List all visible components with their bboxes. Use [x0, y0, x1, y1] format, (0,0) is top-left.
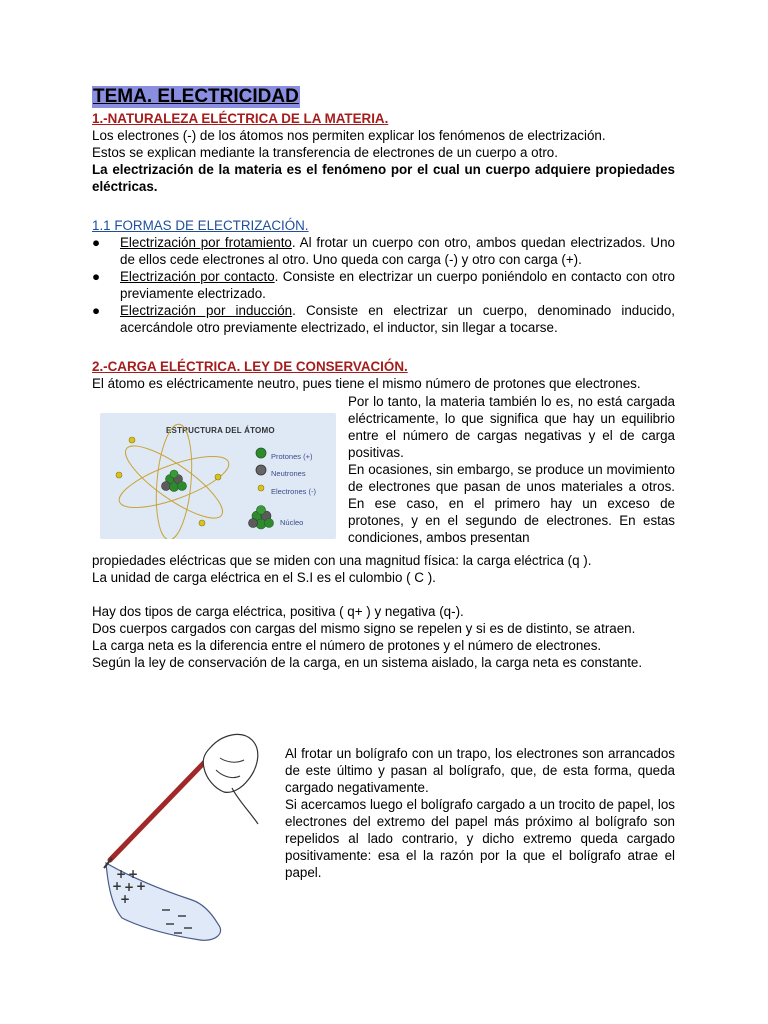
bullet-text: . Consiste en electrizar un cuerpo poniéndolo en contacto con otro previamente electrizado.: [120, 269, 675, 301]
section2-wrap1: Por lo tanto, la materia también lo es, no está cargada eléctricamente, lo que significa que hay un equilibrio entre el número de cargas negativas y el de carga positivas.: [348, 394, 675, 460]
section2-unit: La unidad de carga eléctrica en el S.I es el culombio ( C ).: [92, 570, 436, 585]
legend-nucleus-icon: [249, 506, 274, 530]
bullet-text: . Al frotar un cuerpo con otro, ambos quedan electrizados. Uno de ellos cede electrones al otro. Uno queda con carga (-) y otro con carga (+).: [120, 235, 675, 267]
svg-text:+: +: [124, 880, 135, 894]
bullet-text: . Consiste en electrizar un cuerpo, denominado inducido, acercándole otro previamente electrizado, el inductor, sin llegar a tocarse.: [120, 303, 675, 335]
bullet-contacto: [92, 268, 675, 302]
bullet-dot: ●: [92, 235, 101, 250]
section2-cont: propiedades eléctricas que se miden con una magnitud física: la carga eléctrica (q ).: [92, 553, 592, 568]
section-naturaleza: [92, 110, 675, 195]
section2-wrap2: En ocasiones, sin embargo, se produce un movimiento de electrones que pasan de unos materiales a otros. En ese caso, en el primero hay un exceso de protones, y en el segundo de electrones. En estas condiciones, ambos presentan: [348, 462, 675, 545]
bullet-term: Electrización por inducción: [120, 303, 293, 318]
legend-electrons: Electrones (-): [271, 487, 317, 496]
title-text: TEMA. ELECTRICIDAD: [93, 86, 299, 107]
page-title: [92, 86, 300, 108]
legend-protons: Protones (+): [271, 452, 313, 461]
pen-paragraph-2: Si acercamos luego el bolígrafo cargado a un trocito de papel, los electrones del extremo del papel más próximo al bolígrafo son repelidos al lado contrario, y dicho extremo queda cargado positivamente: esa el la razón por la que el bolígrafo atrae el papel.: [285, 797, 675, 880]
bullet-induccion: [92, 302, 675, 336]
legend-electron-icon: [258, 485, 264, 491]
svg-text:+: +: [120, 892, 131, 906]
section2-law: Según la ley de conservación de la carga, en un sistema aislado, la carga neta es constante.: [92, 655, 643, 670]
bullet-dot: ●: [92, 269, 101, 284]
legend-nucleus: Núcleo: [280, 518, 304, 527]
section1-line1: Los electrones (-) de los átomos nos permiten explicar los fenómenos de electrización.: [92, 128, 606, 143]
legend-proton-icon: [256, 448, 266, 458]
section2-intro: El átomo es eléctricamente neutro, pues tiene el mismo número de protones que electrones.: [92, 376, 641, 391]
bullet-term: Electrización por frotamiento: [120, 235, 292, 250]
section2-continued: [92, 552, 675, 671]
svg-text:+: +: [116, 867, 127, 881]
section2-heading: 2.-CARGA ELÉCTRICA. LEY DE CONSERVACIÓN.: [92, 359, 408, 374]
section1-heading: 1.-NATURALEZA ELÉCTRICA DE LA MATERIA.: [92, 111, 389, 126]
section1-line2: Estos se explican mediante la transferencia de electrones de un cuerpo a otro.: [92, 145, 558, 160]
bullet-frotamiento: [92, 234, 675, 268]
pen-text: [285, 745, 675, 881]
svg-text:+: +: [136, 879, 147, 893]
section11-heading: 1.1 FORMAS DE ELECTRIZACIÓN.: [92, 218, 309, 233]
legend-neutrons: Neutrones: [271, 469, 306, 478]
legend-neutron-icon: [256, 465, 266, 475]
section-formas: [92, 217, 675, 336]
svg-text:+: +: [112, 879, 123, 893]
section2-repel: Dos cuerpos cargados con cargas del mismo signo se repelen y si es de distinto, se atraen.: [92, 621, 636, 636]
bullet-term: Electrización por contacto: [120, 269, 275, 284]
section2-wrap-text: [348, 393, 675, 546]
atom-diagram: [100, 413, 336, 539]
atom-title: ESTRUCTURA DEL ÁTOMO: [166, 426, 275, 435]
nucleus-graphic: [162, 470, 187, 492]
section2-types: Hay dos tipos de carga eléctrica, positiva ( q+ ) y negativa (q-).: [92, 604, 464, 619]
pen-paper-illustration: [92, 728, 272, 958]
pen-paragraph-1: Al frotar un bolígrafo con un trapo, los electrones son arrancados de este último y pasan al bolígrafo, que, de esta forma, queda cargado negativamente.: [285, 746, 675, 795]
section2-net: La carga neta es la diferencia entre el número de protones y el número de electrones.: [92, 638, 602, 653]
bullet-dot: ●: [92, 303, 101, 318]
svg-text:+: +: [128, 867, 139, 881]
section1-definition: La electrización de la materia es el fenómeno por el cual un cuerpo adquiere propiedades eléctricas.: [92, 162, 675, 194]
section-carga: [92, 358, 675, 392]
